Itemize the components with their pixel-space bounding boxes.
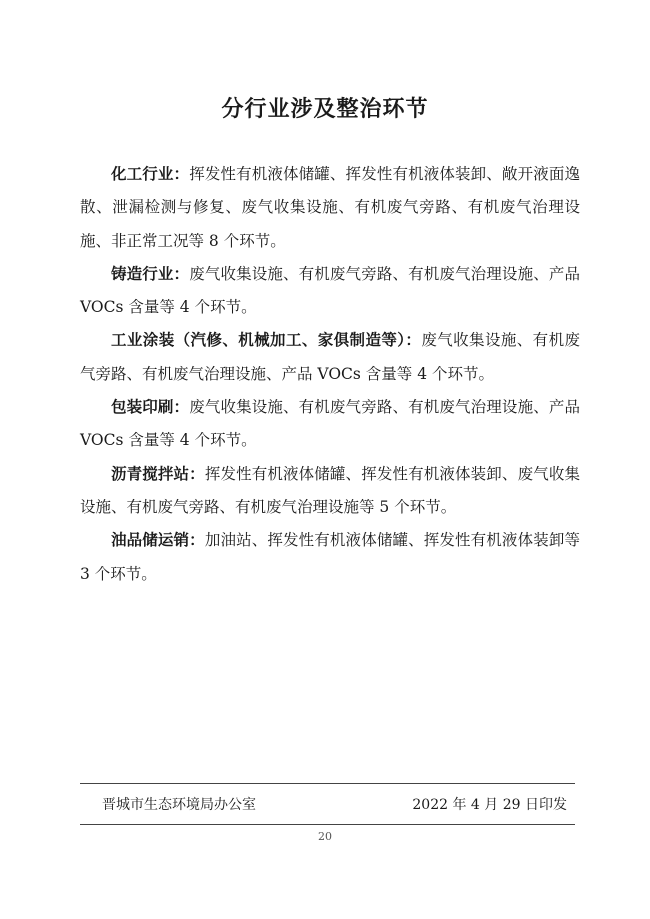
issuer-name: 晋城市生态环境局办公室 — [102, 797, 256, 813]
issue-date: 2022 年 4 月 29 日印发 — [412, 797, 567, 813]
page-number: 20 — [318, 830, 332, 843]
paragraph-text: 废气收集设施、有机废气旁路、有机废气治理设施、产品 VOCs 含量等 4 个环节。 — [80, 398, 580, 450]
paragraph-lead: 油品储运销： — [111, 531, 205, 550]
paragraph-casting — [80, 258, 580, 325]
paragraph-coating — [80, 324, 580, 391]
paragraph-printing — [80, 391, 580, 458]
paragraph-chemical — [80, 158, 580, 258]
issuance-footer — [80, 783, 575, 825]
paragraph-asphalt — [80, 458, 580, 525]
paragraph-lead: 铸造行业： — [111, 264, 190, 283]
page-title: 分行业涉及整治环节 — [221, 96, 429, 122]
paragraph-lead: 包装印刷： — [111, 398, 190, 417]
paragraph-text: 废气收集设施、有机废气旁路、有机废气治理设施、产品 VOCs 含量等 4 个环节。 — [80, 264, 580, 317]
paragraph-lead: 化工行业： — [111, 165, 190, 183]
paragraph-text: 废气收集设施、有机废气旁路、有机废气治理设施、产品 VOCs 含量等 4 个环节。 — [80, 331, 580, 383]
body-content — [80, 158, 580, 591]
paragraph-oil — [80, 524, 580, 591]
paragraph-lead: 沥青搅拌站： — [111, 464, 205, 483]
paragraph-lead: 工业涂装（汽修、机械加工、家俱制造等）： — [111, 331, 422, 350]
paragraph-text: 挥发性有机液体储罐、挥发性有机液体装卸、废气收集设施、有机废气旁路、有机废气治理设施等 5 个环节。 — [80, 464, 580, 516]
paragraph-text: 挥发性有机液体储罐、挥发性有机液体装卸、敞开液面逸散、泄漏检测与修复、废气收集设施、有机废气旁路、有机废气治理设施、非正常工况等 8 个环节。 — [80, 165, 580, 250]
paragraph-text: 加油站、挥发性有机液体储罐、挥发性有机液体装卸等 3 个环节。 — [80, 531, 580, 583]
